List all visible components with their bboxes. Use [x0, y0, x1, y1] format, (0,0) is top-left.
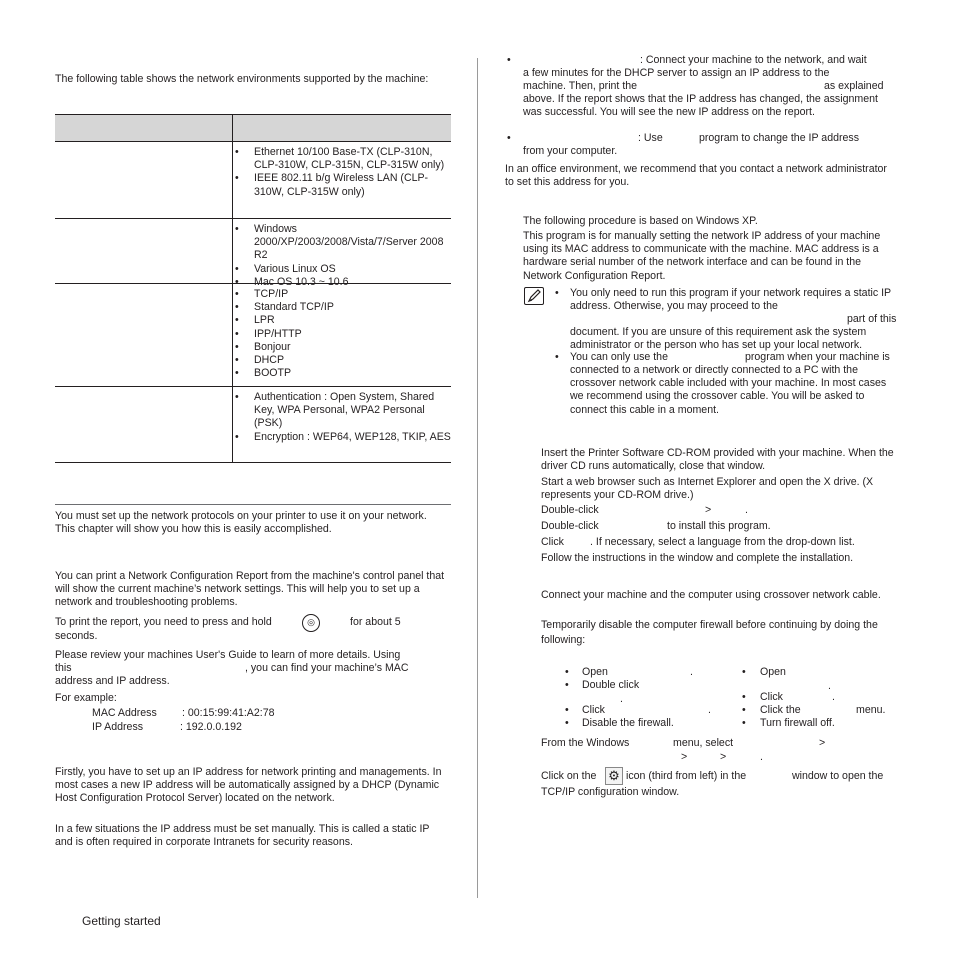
setup-paragraph: You must set up the network protocols on your printer to use it on your network. This chapter will show you how this is easily accomplished. — [55, 510, 427, 536]
step-double-click: Double-click — [541, 504, 599, 516]
table-row-os — [233, 223, 453, 289]
step-double-click-2: Double-click — [541, 520, 599, 532]
table-cell: • LPR — [233, 314, 453, 327]
step-web-browser: Start a web browser such as Internet Explorer and open the X drive. (X represents your CD-ROM drive.) — [541, 476, 874, 502]
bullet-dot: • — [555, 287, 559, 299]
step-click-icon-2: icon (third from left) in the — [626, 770, 747, 782]
settings-gear-icon: ⚙ — [605, 767, 623, 785]
step-firewall: Temporarily disable the computer firewall before continuing by doing the following: — [541, 619, 878, 646]
table-cell: • Mac OS 10.3 ~ 10.6 — [233, 276, 453, 289]
table-cell: • Windows 2000/XP/2003/2008/Vista/7/Server 2008 R2 — [233, 223, 453, 263]
static-text-2: program to change the IP address — [699, 132, 859, 144]
dhcp-text-4: as explained — [824, 80, 884, 92]
fw-right-click-end: . — [832, 691, 835, 703]
fw-right-clickthe: Click the — [760, 704, 801, 716]
step-language: . If necessary, select a language from the drop-down list. — [590, 536, 855, 548]
ip-label: IP Address — [92, 721, 144, 733]
table-bottom-line — [55, 462, 451, 463]
example-label: For example: — [55, 692, 117, 704]
static-text: : Use — [638, 132, 663, 144]
fw-right-dot: . — [828, 680, 831, 692]
note-2-b: program when your machine is — [745, 351, 890, 363]
mac-label: MAC Address — [92, 707, 157, 719]
step-arrow: > — [705, 504, 712, 516]
section-divider — [55, 504, 451, 505]
table-row-divider — [55, 218, 451, 219]
ip-paragraph-2: In a few situations the IP address must be set manually. This is called a static IP and is often required in corporate Intranets for security reasons. — [55, 823, 430, 849]
table-cell: • IEEE 802.11 b/g Wireless LAN (CLP-310W, CLP-315W only) — [233, 172, 453, 198]
table-cell: • BOOTP — [233, 367, 453, 380]
bullet-dot: • — [565, 679, 569, 691]
mac-value: : 00:15:99:41:A2:78 — [182, 707, 275, 719]
step-start-menu-3: > — [819, 737, 826, 749]
step-start-menu-5: > — [720, 751, 727, 763]
bullet-dot: • — [565, 704, 569, 716]
step-click: Click — [541, 536, 564, 548]
bullet-dot: • — [565, 717, 569, 729]
report-paragraph: You can print a Network Configuration Report from the machine's control panel that will show the current machine’s network settings. This will help you to set up a network and troubleshooting problems. — [55, 570, 445, 609]
table-cell: • DHCP — [233, 354, 453, 367]
print-report-text-2: for about 5 — [350, 616, 401, 628]
step-start-menu-4: > — [681, 751, 688, 763]
bullet-dot: • — [507, 54, 511, 66]
bullet-dot: • — [507, 132, 511, 144]
step-click-icon-4: TCP/IP configuration window. — [541, 786, 680, 798]
table-cell: • Authentication : Open System, Shared Key, WPA Personal, WPA2 Personal (PSK) — [233, 391, 453, 431]
column-divider — [477, 58, 478, 898]
fw-dot: . — [620, 693, 623, 705]
step-follow: Follow the instructions in the window and complete the installation. — [541, 552, 854, 564]
dhcp-text-3: machine. Then, print the — [523, 80, 638, 92]
step-dot: . — [745, 504, 748, 516]
bullet-dot: • — [565, 666, 569, 678]
fw-right-open: Open — [760, 666, 786, 678]
static-text-3: from your computer. — [523, 145, 618, 157]
program-paragraph: This program is for manually setting the network IP address of your machine using its MAC address to communicate with the machine. MAC address is a hardware serial number of the network interface and can be found in the Network Configuration Report. — [523, 230, 881, 282]
table-cell: • Various Linux OS — [233, 263, 453, 276]
step-start-menu-2: menu, select — [673, 737, 734, 749]
review-text-4: address and IP address. — [55, 675, 170, 687]
step-start-menu-6: . — [760, 751, 763, 763]
print-report-text: To print the report, you need to press and hold — [55, 616, 272, 628]
bullet-dot: • — [742, 666, 746, 678]
pencil-icon — [525, 288, 543, 304]
fw-right-turn: Turn firewall off. — [760, 717, 835, 729]
table-cell: • Bonjour — [233, 341, 453, 354]
table-row-interface — [233, 146, 453, 199]
dhcp-text-2: a few minutes for the DHCP server to assign an IP address to the — [523, 67, 830, 79]
step-click-icon: Click on the — [541, 770, 597, 782]
note-1: You only need to run this program if your network requires a static IP address. Otherwise, you may proceed to the — [570, 287, 891, 313]
note-2: You can only use the — [570, 351, 668, 363]
table-row-security — [233, 391, 453, 444]
page-footer: Getting started — [82, 914, 161, 928]
bullet-dot: • — [742, 717, 746, 729]
table-row-protocols — [233, 288, 453, 380]
table-cell: • Encryption : WEP64, WEP128, TKIP, AES — [233, 431, 453, 444]
bullet-dot: • — [742, 691, 746, 703]
dhcp-text: : Connect your machine to the network, and wait — [640, 54, 867, 66]
ip-value: : 192.0.0.192 — [180, 721, 242, 733]
table-cell: • Standard TCP/IP — [233, 301, 453, 314]
table-header — [55, 114, 451, 142]
network-intro: The following table shows the network environments supported by the machine: — [55, 73, 429, 85]
stop-button-icon: ◎ — [302, 614, 320, 632]
review-text-2: this — [55, 662, 72, 674]
note-2-c: connected to a network or directly connected to a PC with the crossover network cable included with your machine. In most cases we recommend using the crossover cable. You will be asked to connect this cable in a moment. — [570, 364, 887, 416]
fw-right-menu: menu. — [856, 704, 886, 716]
note-1-c: document. If you are unsure of this requirement ask the system administrator or the person who has set up your local network. — [570, 326, 867, 352]
table-row-divider — [55, 386, 451, 387]
note-1-b: part of this — [847, 313, 897, 325]
bullet-dot: • — [742, 704, 746, 716]
fw-click: Click — [582, 704, 605, 716]
fw-click-end: . — [708, 704, 711, 716]
fw-right-click: Click — [760, 691, 783, 703]
review-text-3: , you can find your machine’s MAC — [245, 662, 409, 674]
step-start-menu: From the Windows — [541, 737, 630, 749]
table-cell: • TCP/IP — [233, 288, 453, 301]
procedure-note: The following procedure is based on Windows XP. — [523, 215, 758, 227]
step-insert-cd: Insert the Printer Software CD-ROM provided with your machine. When the driver CD runs automatically, close that window. — [541, 447, 894, 473]
dhcp-text-5: above. If the report shows that the IP address has changed, the assignment was successful. You will see the new IP address on the report. — [523, 93, 878, 119]
note-icon — [524, 287, 544, 305]
step-install: to install this program. — [667, 520, 771, 532]
table-cell: • IPP/HTTP — [233, 328, 453, 341]
step-click-icon-3: window to open the — [792, 770, 884, 782]
fw-double-click: Double click — [582, 679, 640, 691]
fw-open: Open — [582, 666, 608, 678]
fw-open-end: . — [690, 666, 693, 678]
review-text: Please review your machines User's Guide to learn of more details. Using — [55, 649, 401, 661]
table-cell: • Ethernet 10/100 Base-TX (CLP-310N, CLP-310W, CLP-315N, CLP-315W only) — [233, 146, 453, 172]
step-connect: Connect your machine and the computer using crossover network cable. — [541, 589, 881, 601]
ip-paragraph-1: Firstly, you have to set up an IP address for network printing and managements. In most cases a new IP address will be automatically assigned by a DHCP (Dynamic Host Configuration Protocol Server) located on the network. — [55, 766, 442, 805]
bullet-dot: • — [555, 351, 559, 363]
fw-disable: Disable the firewall. — [582, 717, 674, 729]
office-paragraph: In an office environment, we recommend that you contact a network administrator to set this address for you. — [505, 163, 887, 189]
print-report-text-3: seconds. — [55, 630, 98, 642]
